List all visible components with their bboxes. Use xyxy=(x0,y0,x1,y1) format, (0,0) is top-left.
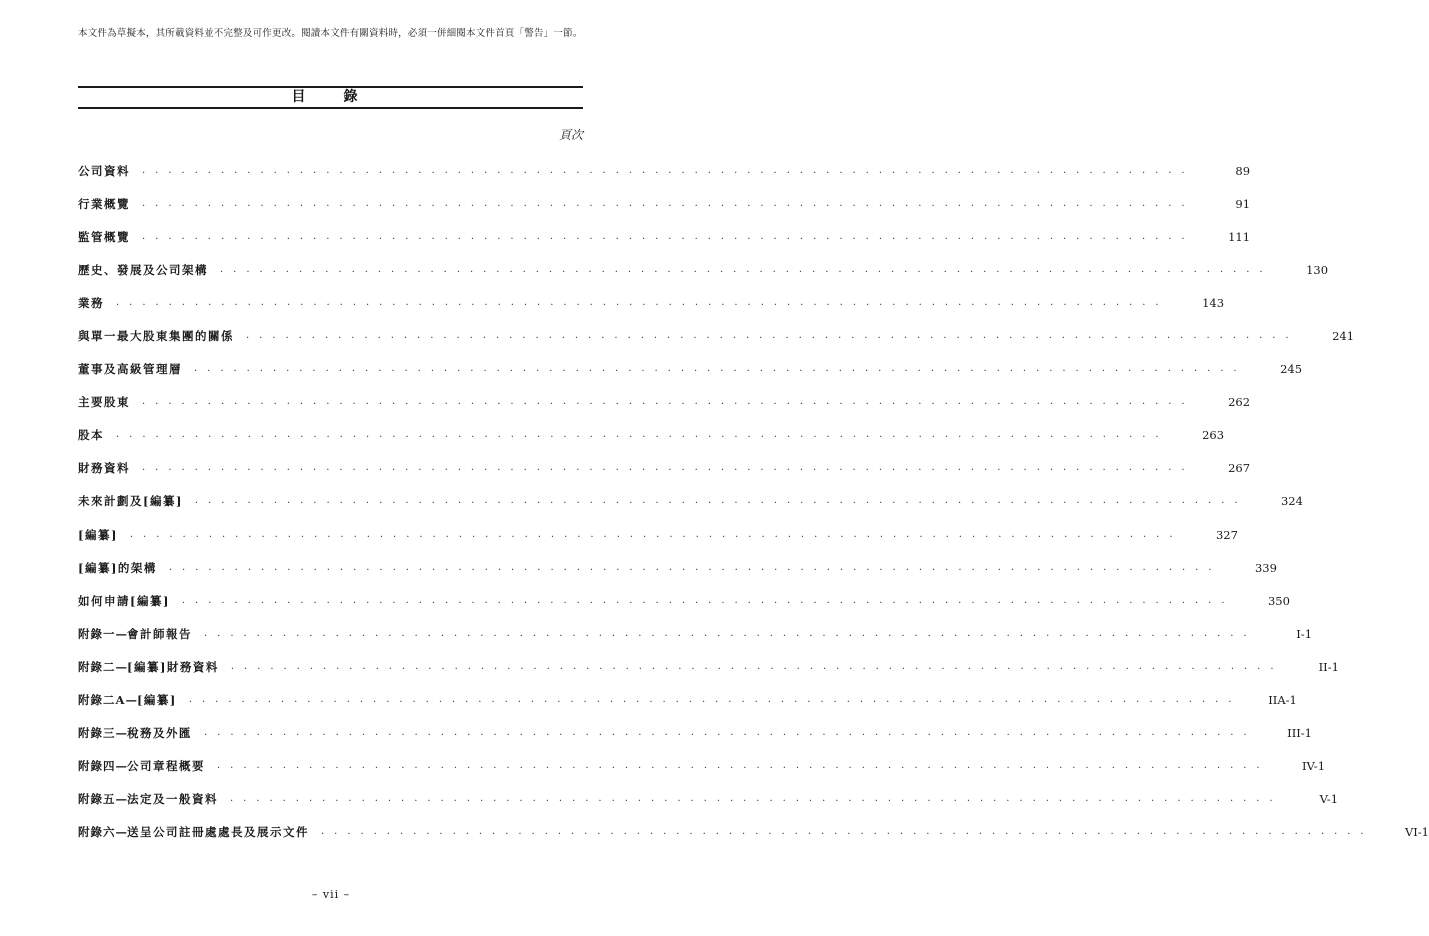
dot-leader: . . . . . . . . . . . . . . . . . . . . . . . . . . . . . . . . . . . . . . . . . . . . . . . . . . . . . . . . . . . . . . . . . . . . . . . . . . . . . . . . xyxy=(142,165,1189,176)
dot-leader: . . . . . . . . . . . . . . . . . . . . . . . . . . . . . . . . . . . . . . . . . . . . . . . . . . . . . . . . . . . . . . . . . . . . . . . . . . . . . . . . xyxy=(204,627,1251,639)
toc-entry-page: 327 xyxy=(1215,527,1238,542)
toc-entry[interactable] xyxy=(78,460,1251,493)
toc-entry-label: 行業概覽 xyxy=(78,197,130,212)
toc-appendix[interactable] xyxy=(78,758,1326,791)
appendix-page: II-1 xyxy=(1318,659,1339,674)
toc-entry-label: 主要股東 xyxy=(78,395,130,410)
toc-entry[interactable] xyxy=(78,527,1238,560)
appendix-number: 附錄二 xyxy=(78,659,116,674)
appendix-page: V-1 xyxy=(1319,791,1339,806)
dot-leader: . . . . . . . . . . . . . . . . . . . . . . . . . . . . . . . . . . . . . . . . . . . . . . . . . . . . . . . . . . . . . . . . . . . . . . . . . . . . . . . . xyxy=(230,792,1277,804)
dot-leader: . . . . . . . . . . . . . . . . . . . . . . . . . . . . . . . . . . . . . . . . . . . . . . . . . . . . . . . . . . . . . . . . . . . . . . . . . . . . . . . . xyxy=(142,231,1189,243)
toc-entry-page: 143 xyxy=(1202,296,1225,311)
dot-leader: . . . . . . . . . . . . . . . . . . . . . . . . . . . . . . . . . . . . . . . . . . . . . . . . . . . . . . . . . . . . . . . . . . . . . . . . . . . . . . . . xyxy=(181,594,1228,606)
toc-entry-page: 245 xyxy=(1280,362,1303,377)
appendix-dash: — xyxy=(115,758,127,773)
appendix-page: I-1 xyxy=(1296,626,1313,641)
toc-entry-label: 歷史、發展及公司架構 xyxy=(78,263,208,278)
toc-entry[interactable] xyxy=(78,163,1251,196)
toc-entry-label: 業務 xyxy=(78,296,104,311)
toc-entry[interactable] xyxy=(78,196,1251,229)
toc-entry-page: 324 xyxy=(1280,494,1303,509)
toc-entry[interactable] xyxy=(78,295,1225,328)
toc-entry-label: [編纂] xyxy=(78,527,118,542)
appendix-dash: — xyxy=(115,824,127,839)
toc-entry[interactable] xyxy=(78,427,1225,460)
toc-entry[interactable] xyxy=(78,593,1290,626)
appendix-dash: — xyxy=(125,692,137,707)
appendix-number: 附錄四 xyxy=(78,758,116,773)
dot-leader: . . . . . . . . . . . . . . . . . . . . . . . . . . . . . . . . . . . . . . . . . . . . . . . . . . . . . . . . . . . . . . . . . . . . . . . . . . . . . . . . xyxy=(217,759,1264,771)
dot-leader: . . . . . . . . . . . . . . . . . . . . . . . . . . . . . . . . . . . . . . . . . . . . . . . . . . . . . . . . . . . . . . . . . . . . . . . . . . . . . . . . xyxy=(230,660,1277,672)
toc-entry[interactable] xyxy=(78,361,1303,394)
toc-entry-label: 財務資料 xyxy=(78,461,130,476)
dot-leader: . . . . . . . . . . . . . . . . . . . . . . . . . . . . . . . . . . . . . . . . . . . . . . . . . . . . . . . . . . . . . . . . . . . . . . . . . . . . . . . . xyxy=(168,561,1215,573)
toc-entry[interactable] xyxy=(78,229,1251,262)
toc-entry-page: 130 xyxy=(1306,263,1329,278)
toc-entry-page: 350 xyxy=(1267,593,1290,608)
dot-leader: . . . . . . . . . . . . . . . . . . . . . . . . . . . . . . . . . . . . . . . . . . . . . . . . . . . . . . . . . . . . . . . . . . . . . . . . . . . . . . . . xyxy=(116,297,1163,309)
appendix-number: 附錄二A xyxy=(78,692,126,707)
appendix-page: IIA-1 xyxy=(1268,692,1297,707)
toc-entry-label: 與單一最大股東集團的關係 xyxy=(78,329,234,344)
toc-entry[interactable] xyxy=(78,493,1303,526)
toc-appendix[interactable] xyxy=(78,659,1339,692)
dot-leader: . . . . . . . . . . . . . . . . . . . . . . . . . . . . . . . . . . . . . . . . . . . . . . . . . . . . . . . . . . . . . . . . . . . . . . . . . . . . . . . . xyxy=(321,825,1368,837)
toc-entry-label: [編纂]的架構 xyxy=(78,560,157,575)
toc-entry-label: 未來計劃及[編纂] xyxy=(78,494,183,509)
appendix-label: 會計師報告 xyxy=(127,626,192,641)
toc-entry[interactable] xyxy=(78,394,1251,427)
appendix-number: 附錄一 xyxy=(78,626,116,641)
table-of-contents xyxy=(78,163,1429,857)
appendix-page: VI-1 xyxy=(1404,824,1429,839)
toc-entry-page: 91 xyxy=(1235,197,1251,212)
toc-entry-page: 89 xyxy=(1235,164,1251,178)
dot-leader: . . . . . . . . . . . . . . . . . . . . . . . . . . . . . . . . . . . . . . . . . . . . . . . . . . . . . . . . . . . . . . . . . . . . . . . . . . . . . . . . xyxy=(142,396,1189,408)
appendix-number: 附錄六 xyxy=(78,824,116,839)
appendix-label: 公司章程概要 xyxy=(127,758,205,773)
page-number-footer: – vii – xyxy=(311,888,351,901)
toc-entry-page: 267 xyxy=(1228,461,1251,476)
toc-appendix[interactable] xyxy=(78,824,1429,857)
toc-entry-page: 339 xyxy=(1254,560,1277,575)
dot-leader: . . . . . . . . . . . . . . . . . . . . . . . . . . . . . . . . . . . . . . . . . . . . . . . . . . . . . . . . . . . . . . . . . . . . . . . . . . . . . . . . xyxy=(194,363,1241,375)
toc-entry-page: 241 xyxy=(1332,329,1355,344)
toc-appendix[interactable] xyxy=(78,725,1313,758)
appendix-page: III-1 xyxy=(1287,725,1313,740)
dot-leader: . . . . . . . . . . . . . . . . . . . . . . . . . . . . . . . . . . . . . . . . . . . . . . . . . . . . . . . . . . . . . . . . . . . . . . . . . . . . . . . . xyxy=(246,330,1293,342)
dot-leader: . . . . . . . . . . . . . . . . . . . . . . . . . . . . . . . . . . . . . . . . . . . . . . . . . . . . . . . . . . . . . . . . . . . . . . . . . . . . . . . . xyxy=(188,693,1235,705)
dot-leader: . . . . . . . . . . . . . . . . . . . . . . . . . . . . . . . . . . . . . . . . . . . . . . . . . . . . . . . . . . . . . . . . . . . . . . . . . . . . . . . . xyxy=(142,462,1189,474)
page-column-header: 頁次 xyxy=(558,128,583,142)
dot-leader: . . . . . . . . . . . . . . . . . . . . . . . . . . . . . . . . . . . . . . . . . . . . . . . . . . . . . . . . . . . . . . . . . . . . . . . . . . . . . . . . xyxy=(204,726,1251,738)
dot-leader: . . . . . . . . . . . . . . . . . . . . . . . . . . . . . . . . . . . . . . . . . . . . . . . . . . . . . . . . . . . . . . . . . . . . . . . . . . . . . . . . xyxy=(194,495,1241,507)
toc-entry-label: 董事及高級管理層 xyxy=(78,362,182,377)
appendix-dash: — xyxy=(115,725,127,740)
toc-entry-page: 263 xyxy=(1202,428,1225,443)
toc-entry[interactable] xyxy=(78,328,1355,361)
appendix-dash: — xyxy=(115,791,127,806)
appendix-number: 附錄五 xyxy=(78,791,116,806)
toc-entry-label: 股本 xyxy=(78,428,104,443)
dot-leader: . . . . . . . . . . . . . . . . . . . . . . . . . . . . . . . . . . . . . . . . . . . . . . . . . . . . . . . . . . . . . . . . . . . . . . . . . . . . . . . . xyxy=(142,198,1189,210)
toc-entry[interactable] xyxy=(78,560,1277,593)
page-title: 目 錄 xyxy=(291,89,370,105)
appendix-label: [編纂]財務資料 xyxy=(127,659,219,674)
appendix-dash: — xyxy=(115,659,127,674)
toc-appendix[interactable] xyxy=(78,626,1313,659)
draft-disclaimer: 本文件為草擬本，其所載資料並不完整及可作更改。閱讀本文件有關資料時，必須一併細閱本文件首頁「警告」一節。 xyxy=(78,28,583,39)
toc-entry-label: 公司資料 xyxy=(78,164,130,178)
appendix-label: 法定及一般資料 xyxy=(127,791,218,806)
dot-leader: . . . . . . . . . . . . . . . . . . . . . . . . . . . . . . . . . . . . . . . . . . . . . . . . . . . . . . . . . . . . . . . . . . . . . . . . . . . . . . . . xyxy=(129,528,1176,540)
appendix-label: 送呈公司註冊處處長及展示文件 xyxy=(127,824,309,839)
toc-entry[interactable] xyxy=(78,262,1329,295)
toc-appendix[interactable] xyxy=(78,791,1339,824)
toc-entry-page: 262 xyxy=(1228,395,1251,410)
appendix-page: IV-1 xyxy=(1302,758,1326,773)
title-bottom-rule xyxy=(78,107,583,109)
toc-entry-label: 監管概覽 xyxy=(78,230,130,245)
toc-entry-page: 111 xyxy=(1228,230,1251,245)
toc-appendix[interactable] xyxy=(78,692,1297,725)
appendix-label: 稅務及外匯 xyxy=(127,725,192,740)
toc-entry-label: 如何申請[編纂] xyxy=(78,593,170,608)
dot-leader: . . . . . . . . . . . . . . . . . . . . . . . . . . . . . . . . . . . . . . . . . . . . . . . . . . . . . . . . . . . . . . . . . . . . . . . . . . . . . . . . xyxy=(116,429,1163,441)
appendix-number: 附錄三 xyxy=(78,725,116,740)
dot-leader: . . . . . . . . . . . . . . . . . . . . . . . . . . . . . . . . . . . . . . . . . . . . . . . . . . . . . . . . . . . . . . . . . . . . . . . . . . . . . . . . xyxy=(220,264,1267,276)
appendix-label: [編纂] xyxy=(136,692,177,707)
appendix-dash: — xyxy=(115,626,127,641)
